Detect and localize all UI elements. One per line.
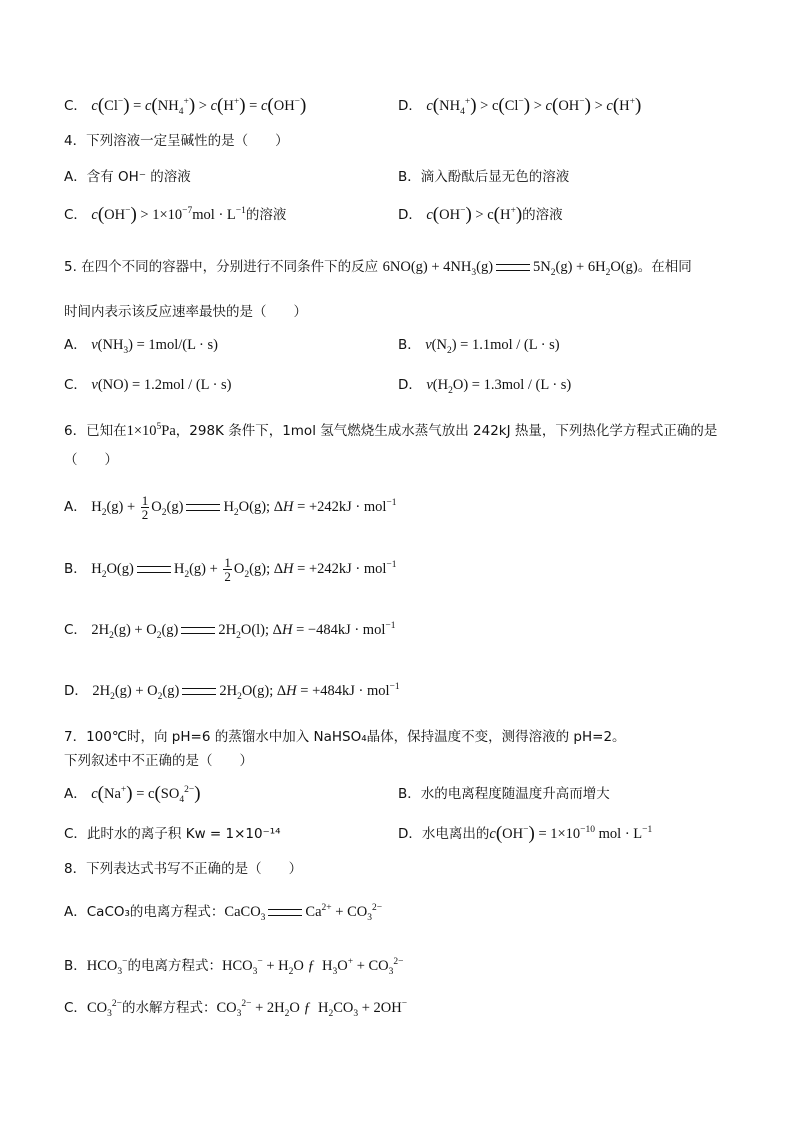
option-text: 的水解方程式： xyxy=(121,1000,217,1016)
option-label: D． xyxy=(398,207,422,223)
q3-option-c xyxy=(64,96,306,116)
option-label: B． xyxy=(64,560,87,577)
q4-option-d-expression: c(OH−) > c(H+) xyxy=(426,204,523,225)
q7-stem: 7．100℃时，向 pH=6 的蒸馏水中加入 NaHSO₄晶体，保持温度不变，测得溶液的 pH=2。 xyxy=(64,729,626,745)
option-label: B． xyxy=(398,169,421,185)
option-text: 的电离方程式： xyxy=(127,958,222,974)
q5-stem xyxy=(64,257,692,277)
option-label: C． xyxy=(64,622,87,638)
q5-option-a-expression: $v(NH_3) = 1mol/(L \cdot s)$ xyxy=(91,337,218,356)
q4-stem: 4．下列溶液一定呈碱性的是（ ） xyxy=(64,133,289,149)
q4-option-d xyxy=(398,205,563,225)
option-label: C． xyxy=(64,826,87,842)
q6-option-d xyxy=(64,681,400,701)
q5-option-c xyxy=(64,375,232,395)
option-label: B． xyxy=(398,337,421,353)
q5-option-c-expression: v(NO) = 1.2mol / (L · s) xyxy=(91,377,232,393)
q8-option-c xyxy=(64,998,407,1018)
q5-option-b-expression: $v(N_2) = 1.1mol / (L \cdot s)$ xyxy=(425,337,560,356)
q5-stem-pre: 5. 在四个不同的容器中，分别进行不同条件下的反应 xyxy=(64,259,379,275)
q7-stem-line2: 下列叙述中不正确的是（ ） xyxy=(64,753,253,769)
q4-option-c-expression: $c(OH^-) > 1\times 10^{-7}mol \cdot L^{-1}$ xyxy=(91,204,246,225)
q8-option-c-ion: $CO_3^{2-}$ xyxy=(86,999,122,1019)
q4-option-b xyxy=(398,167,569,187)
option-label: A． xyxy=(64,904,87,920)
q3-option-d xyxy=(398,96,641,116)
q7-option-b xyxy=(398,784,610,804)
option-text: 含有 OH⁻ 的溶液 xyxy=(86,169,191,185)
q5-reaction: $6NO(g) + 4NH_3(g) 5N_2(g) + 6H_2O(g)$ xyxy=(382,259,638,278)
q4-option-a xyxy=(64,167,191,187)
q5-option-a xyxy=(64,335,218,355)
option-label: D． xyxy=(398,98,422,114)
q6-option-c-equation: $2H_2(g) + O_2(g)$ $2H_2O(l)$; ΔH = −484kJ · mol$^{-1}$ xyxy=(91,621,396,641)
option-label: D． xyxy=(398,377,422,393)
q5-option-d-expression: $v(H_2O) = 1.3mol / (L \cdot s)$ xyxy=(426,377,572,396)
q6-option-a xyxy=(64,494,397,521)
fraction-one-half: $\frac{1}{2}$ xyxy=(141,493,149,522)
q8-option-b xyxy=(64,956,404,976)
option-text: CaCO₃的电离方程式： xyxy=(86,904,225,920)
option-label: B． xyxy=(398,786,421,802)
option-label: C． xyxy=(64,207,87,223)
option-label: A． xyxy=(64,786,87,802)
q3-option-d-expression: $c(NH_4^+) > c(Cl^-) > c(OH^-) > c(H^+)$ xyxy=(426,95,642,117)
q5-option-d xyxy=(398,375,571,395)
q6-stem-line2: （ ） xyxy=(64,452,118,468)
option-label: D． xyxy=(64,683,88,699)
q5-stem-line2: 时间内表示该反应速率最快的是（ ） xyxy=(64,304,307,320)
option-label: C． xyxy=(64,98,87,114)
option-text: 此时水的离子积 Kw = 1×10⁻¹⁴ xyxy=(86,826,281,842)
q4-option-c xyxy=(64,205,286,225)
q7-option-c xyxy=(64,824,281,844)
q6-option-c xyxy=(64,620,395,640)
q7-option-d xyxy=(398,824,652,844)
option-label: A． xyxy=(64,169,87,185)
q7-option-a-expression: $c(Na^+) = c(SO_4^{2-})$ xyxy=(91,783,201,805)
q8-option-a xyxy=(64,902,382,922)
option-label: A． xyxy=(64,498,87,515)
q3-option-c-expression: $c(Cl^-) = c(NH_4^+) > c(H^+) = c(OH^-)$ xyxy=(91,95,307,117)
q8-option-b-equation: $HCO_3^- + H_2O$ ƒ $H_3O^+ + CO_3^{2-}$ xyxy=(222,957,404,977)
option-label: B． xyxy=(64,958,87,974)
option-text: 的溶液 xyxy=(522,207,563,223)
q6-option-a-equation: $H_2(g)$ + $\frac{1}{2}$ $O_2(g)$ $H_2O(g)$; ΔH = +242kJ · mol$^{-1}$ xyxy=(91,493,397,522)
q6-stem xyxy=(64,421,717,441)
option-label: C． xyxy=(64,1000,87,1016)
q8-option-a-equation: CaCO$_3$ $Ca^{2+} + CO_3^{2-}$ xyxy=(224,903,383,923)
option-text: 水电离出的 xyxy=(421,826,490,842)
q6-pressure: $1\times 10^5Pa$ xyxy=(126,422,176,439)
q8-option-c-equation: $CO_3^{2-} + 2H_2O$ ƒ $H_2CO_3 + 2OH^-$ xyxy=(216,999,408,1019)
q6-stem-b: ，298K 条件下，1mol 氢气燃烧生成水蒸气放出 242kJ 热量，下列热化学方程式正确的是 xyxy=(175,423,718,439)
q8-stem: 8．下列表达式书写不正确的是（ ） xyxy=(64,861,303,877)
fraction-one-half: $\frac{1}{2}$ xyxy=(224,555,231,584)
option-label: D． xyxy=(398,826,422,842)
q6-option-b-equation: $H_2O(g) H_2(g)$ + $\frac{1}{2}$ $O_2(g)$; ΔH = +242kJ · mol$^{-1}$ xyxy=(91,555,397,584)
q7-option-d-expression: $c(OH^-) = 1\times 10^{-10}$ mol · $L^{-1}$ xyxy=(489,823,653,844)
option-label: A． xyxy=(64,337,87,353)
q6-option-d-equation: $2H_2(g) + O_2(g)$ $2H_2O(g)$; ΔH = +484kJ · mol$^{-1}$ xyxy=(92,682,400,702)
option-text: 滴入酚酞后显无色的溶液 xyxy=(420,169,570,185)
q6-stem-a: 6．已知在 xyxy=(64,423,127,439)
q6-option-b xyxy=(64,556,397,583)
q5-option-b xyxy=(398,335,560,355)
option-text: 的溶液 xyxy=(245,207,287,223)
q7-option-a xyxy=(64,784,201,804)
q8-option-b-ion: $HCO_3^-$ xyxy=(86,957,128,977)
option-text: 水的电离程度随温度升高而增大 xyxy=(420,786,610,802)
q5-stem-post: 。在相同 xyxy=(637,259,692,275)
option-label: C． xyxy=(64,377,87,393)
